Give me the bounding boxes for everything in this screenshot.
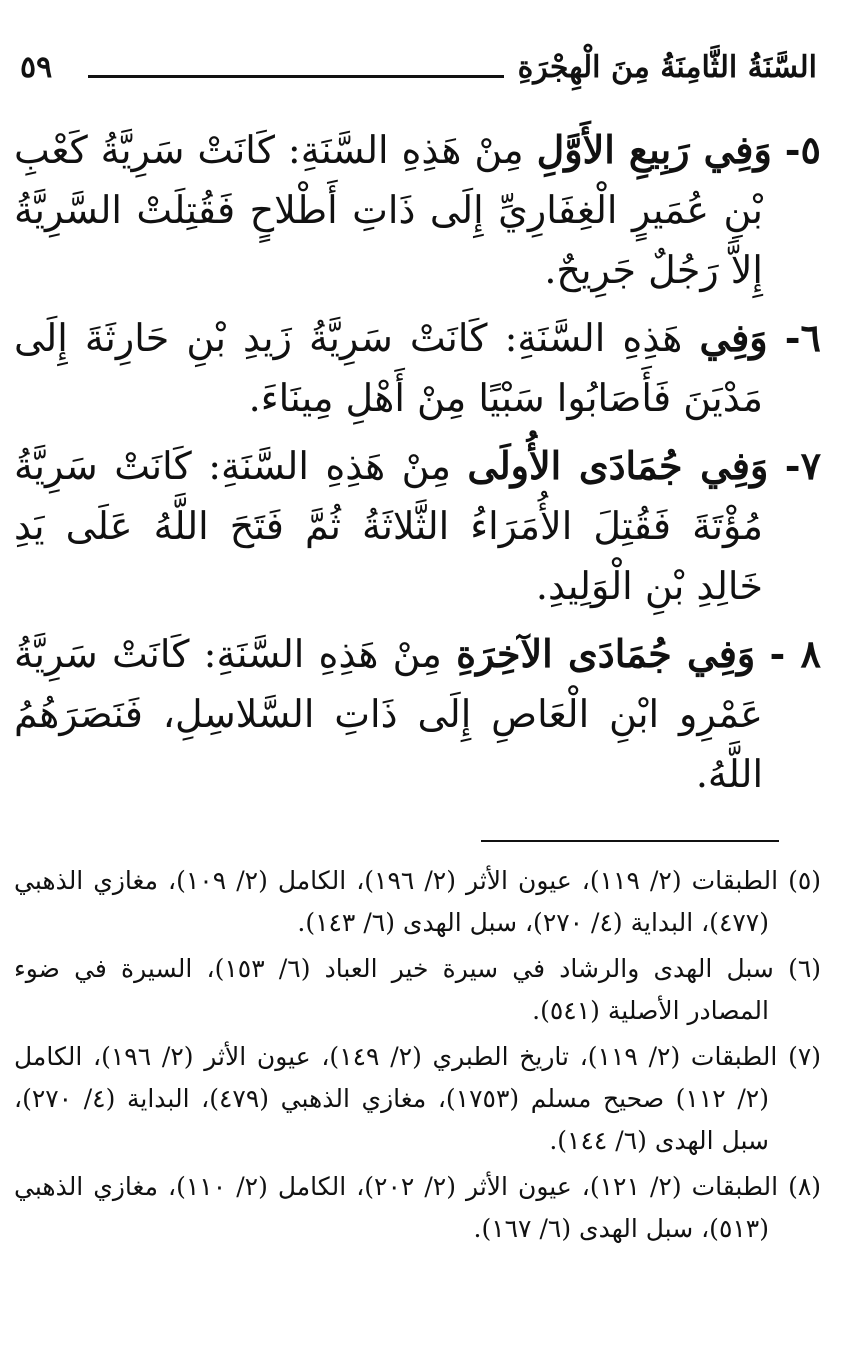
page-header bbox=[20, 38, 817, 88]
paragraph-7 bbox=[14, 436, 821, 616]
footnote-6 bbox=[14, 948, 821, 1032]
paragraph-lead: وَفِي رَبِيعِ الأَوَّلِ bbox=[536, 127, 772, 172]
paragraph-5 bbox=[14, 120, 821, 300]
header-rule bbox=[88, 75, 503, 78]
footnote-text: الطبقات (٢/ ١١٩)، عيون الأثر (٢/ ١٩٦)، الكامل (٢/ ١٠٩)، مغازي الذهبي (٤٧٧)، البداية (٤/ ٢٧٠)، سبل الهدى (٦/ ١٤٣). bbox=[14, 866, 779, 937]
footnote-number: (٨) bbox=[788, 1172, 822, 1201]
paragraph-8 bbox=[14, 624, 821, 804]
footnote-text: الطبقات (٢/ ١١٩)، تاريخ الطبري (٢/ ١٤٩)، عيون الأثر (٢/ ١٩٦)، الكامل (٢/ ١١٢) صحيح مسلم (١٧٥٣)، مغازي الذهبي (٤٧٩)، البداية (٤/ ٢٧٠)، سبل الهدى (٦/ ١٤٤). bbox=[14, 1042, 778, 1155]
paragraph-text: مِنْ هَذِهِ السَّنَةِ: كَانَتْ سَرِيَّةُ كَعْبِ بْنِ عُمَيرٍ الْغِفَارِيِّ إِلَى ذَاتِ أَطْلاحٍ فَقُتِلَتْ السَّرِيَّةُ إِلاَّ رَجُلٌ جَرِيحٌ. bbox=[14, 128, 763, 292]
footnote-text: الطبقات (٢/ ١٢١)، عيون الأثر (٢/ ٢٠٢)، الكامل (٢/ ١١٠)، مغازي الذهبي (٥١٣)، سبل الهدى (٦/ ١٦٧). bbox=[14, 1172, 779, 1243]
page-number: ٥٩ bbox=[20, 50, 53, 85]
footnotes bbox=[14, 860, 821, 1254]
paragraph-number: ٨ - bbox=[769, 631, 821, 676]
footnote-8 bbox=[14, 1166, 821, 1250]
paragraph-number: ٦- bbox=[784, 315, 821, 360]
paragraph-text: هَذِهِ السَّنَةِ: كَانَتْ سَرِيَّةُ زَيدِ بْنِ حَارِثَةَ إِلَى مَدْيَنَ فَأَصَابُوا سَبْيًا مِنْ أَهْلِ مِينَاءَ. bbox=[14, 316, 763, 420]
paragraph-lead: وَفِي جُمَادَى الأُولَى bbox=[467, 443, 769, 488]
paragraph-6 bbox=[14, 308, 821, 428]
paragraph-lead: وَفِي جُمَادَى الآخِرَةِ bbox=[456, 631, 756, 676]
running-title: السَّنَةُ الثَّامِنَةُ مِنَ الْهِجْرَةِ bbox=[517, 50, 817, 85]
paragraph-number: ٧- bbox=[784, 443, 821, 488]
footnote-number: (٥) bbox=[788, 866, 822, 895]
main-text bbox=[14, 120, 821, 812]
footnote-separator bbox=[481, 840, 779, 842]
paragraph-text: مِنْ هَذِهِ السَّنَةِ: كَانَتْ سَرِيَّةُ عَمْرِو ابْنِ الْعَاصِ إِلَى ذَاتِ السَّلاسِلِ، فَنَصَرَهُمُ اللَّهُ. bbox=[14, 632, 763, 796]
paragraph-number: ٥- bbox=[784, 127, 821, 172]
paragraph-text: مِنْ هَذِهِ السَّنَةِ: كَانَتْ سَرِيَّةُ مُؤْتَةَ فَقُتِلَ الأُمَرَاءُ الثَّلاثَةُ ثُمَّ فَتَحَ اللَّهُ عَلَى يَدِ خَالِدِ بْنِ الْوَلِيدِ. bbox=[14, 444, 763, 608]
footnote-5 bbox=[14, 860, 821, 944]
paragraph-lead: وَفِي bbox=[699, 315, 768, 360]
footnote-number: (٦) bbox=[788, 954, 822, 983]
footnote-7 bbox=[14, 1036, 821, 1162]
footnote-text: سبل الهدى والرشاد في سيرة خير العباد (٦/ ١٥٣)، السيرة في ضوء المصادر الأصلية (٥٤١). bbox=[14, 954, 774, 1025]
footnote-number: (٧) bbox=[788, 1042, 822, 1071]
